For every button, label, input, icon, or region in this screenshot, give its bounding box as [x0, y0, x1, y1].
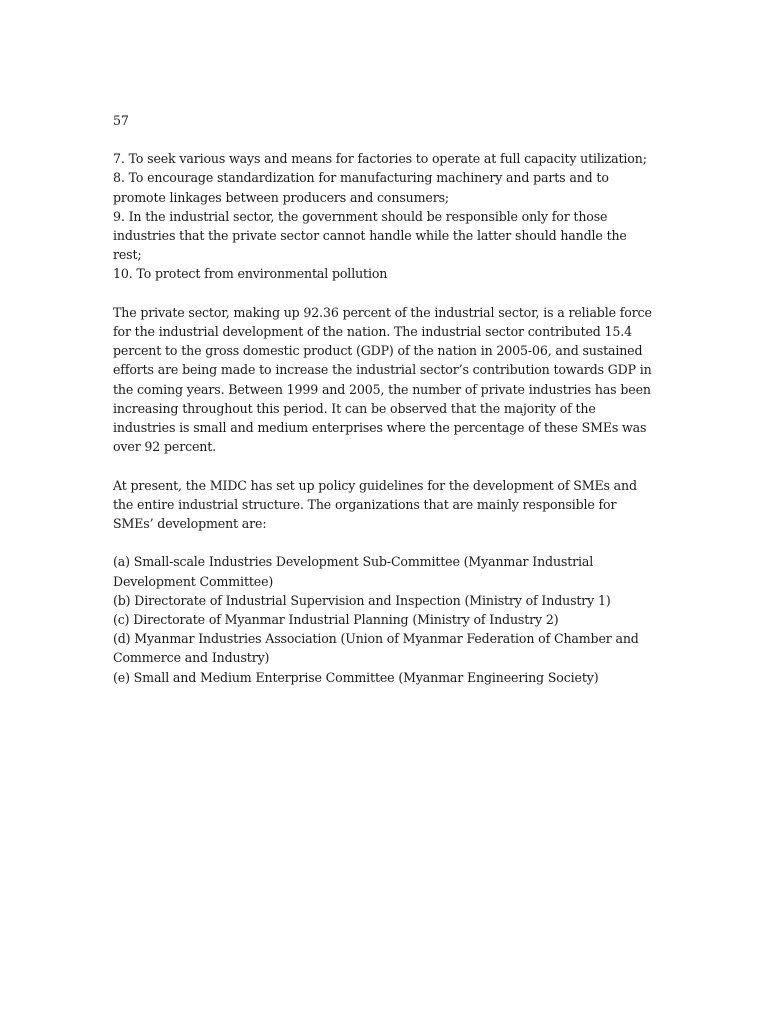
list-item: (e) Small and Medium Enterprise Committee (Myanmar Engineering Society)	[113, 669, 599, 685]
list-item: (a) Small-scale Industries Development Sub-Committee (Myanmar Industrial Development Committee)	[113, 554, 594, 589]
page-number: 57	[113, 113, 129, 128]
list-item: 7. To seek various ways and means for factories to operate at full capacity utilization;	[113, 151, 647, 167]
objectives-list	[113, 149, 658, 283]
list-item: (c) Directorate of Myanmar Industrial Planning (Ministry of Industry 2)	[113, 612, 559, 628]
list-item: 9. In the industrial sector, the government should be responsible only for those industries that the private sector cannot handle while the latter should handle the rest;	[113, 208, 627, 263]
list-item: 10. To protect from environmental pollution	[113, 266, 388, 282]
list-item: (b) Directorate of Industrial Supervision and Inspection (Ministry of Industry 1)	[113, 592, 611, 608]
body-paragraph: At present, the MIDC has set up policy guidelines for the development of SMEs and the entire industrial structure. The organizations that are mainly responsible for SMEs’ development are:	[113, 477, 637, 532]
document-page	[113, 111, 658, 706]
body-paragraph: The private sector, making up 92.36 percent of the industrial sector, is a reliable force for the industrial development of the nation. The industrial sector contributed 15.4 percent to the gross domestic product (GDP) of the nation in 2005-06, and sustained efforts are being made to increase the industrial sector’s contribution towards GDP in the coming years. Between 1999 and 2005, the number of private industries has been increasing throughout this period. It can be observed that the majority of the industries is small and medium enterprises where the percentage of these SMEs was over 92 percent.	[113, 304, 652, 455]
organizations-list	[113, 552, 658, 686]
list-item: (d) Myanmar Industries Association (Union of Myanmar Federation of Chamber and Commerce and Industry)	[113, 631, 639, 666]
list-item: 8. To encourage standardization for manufacturing machinery and parts and to promote linkages between producers and consumers;	[113, 170, 609, 205]
